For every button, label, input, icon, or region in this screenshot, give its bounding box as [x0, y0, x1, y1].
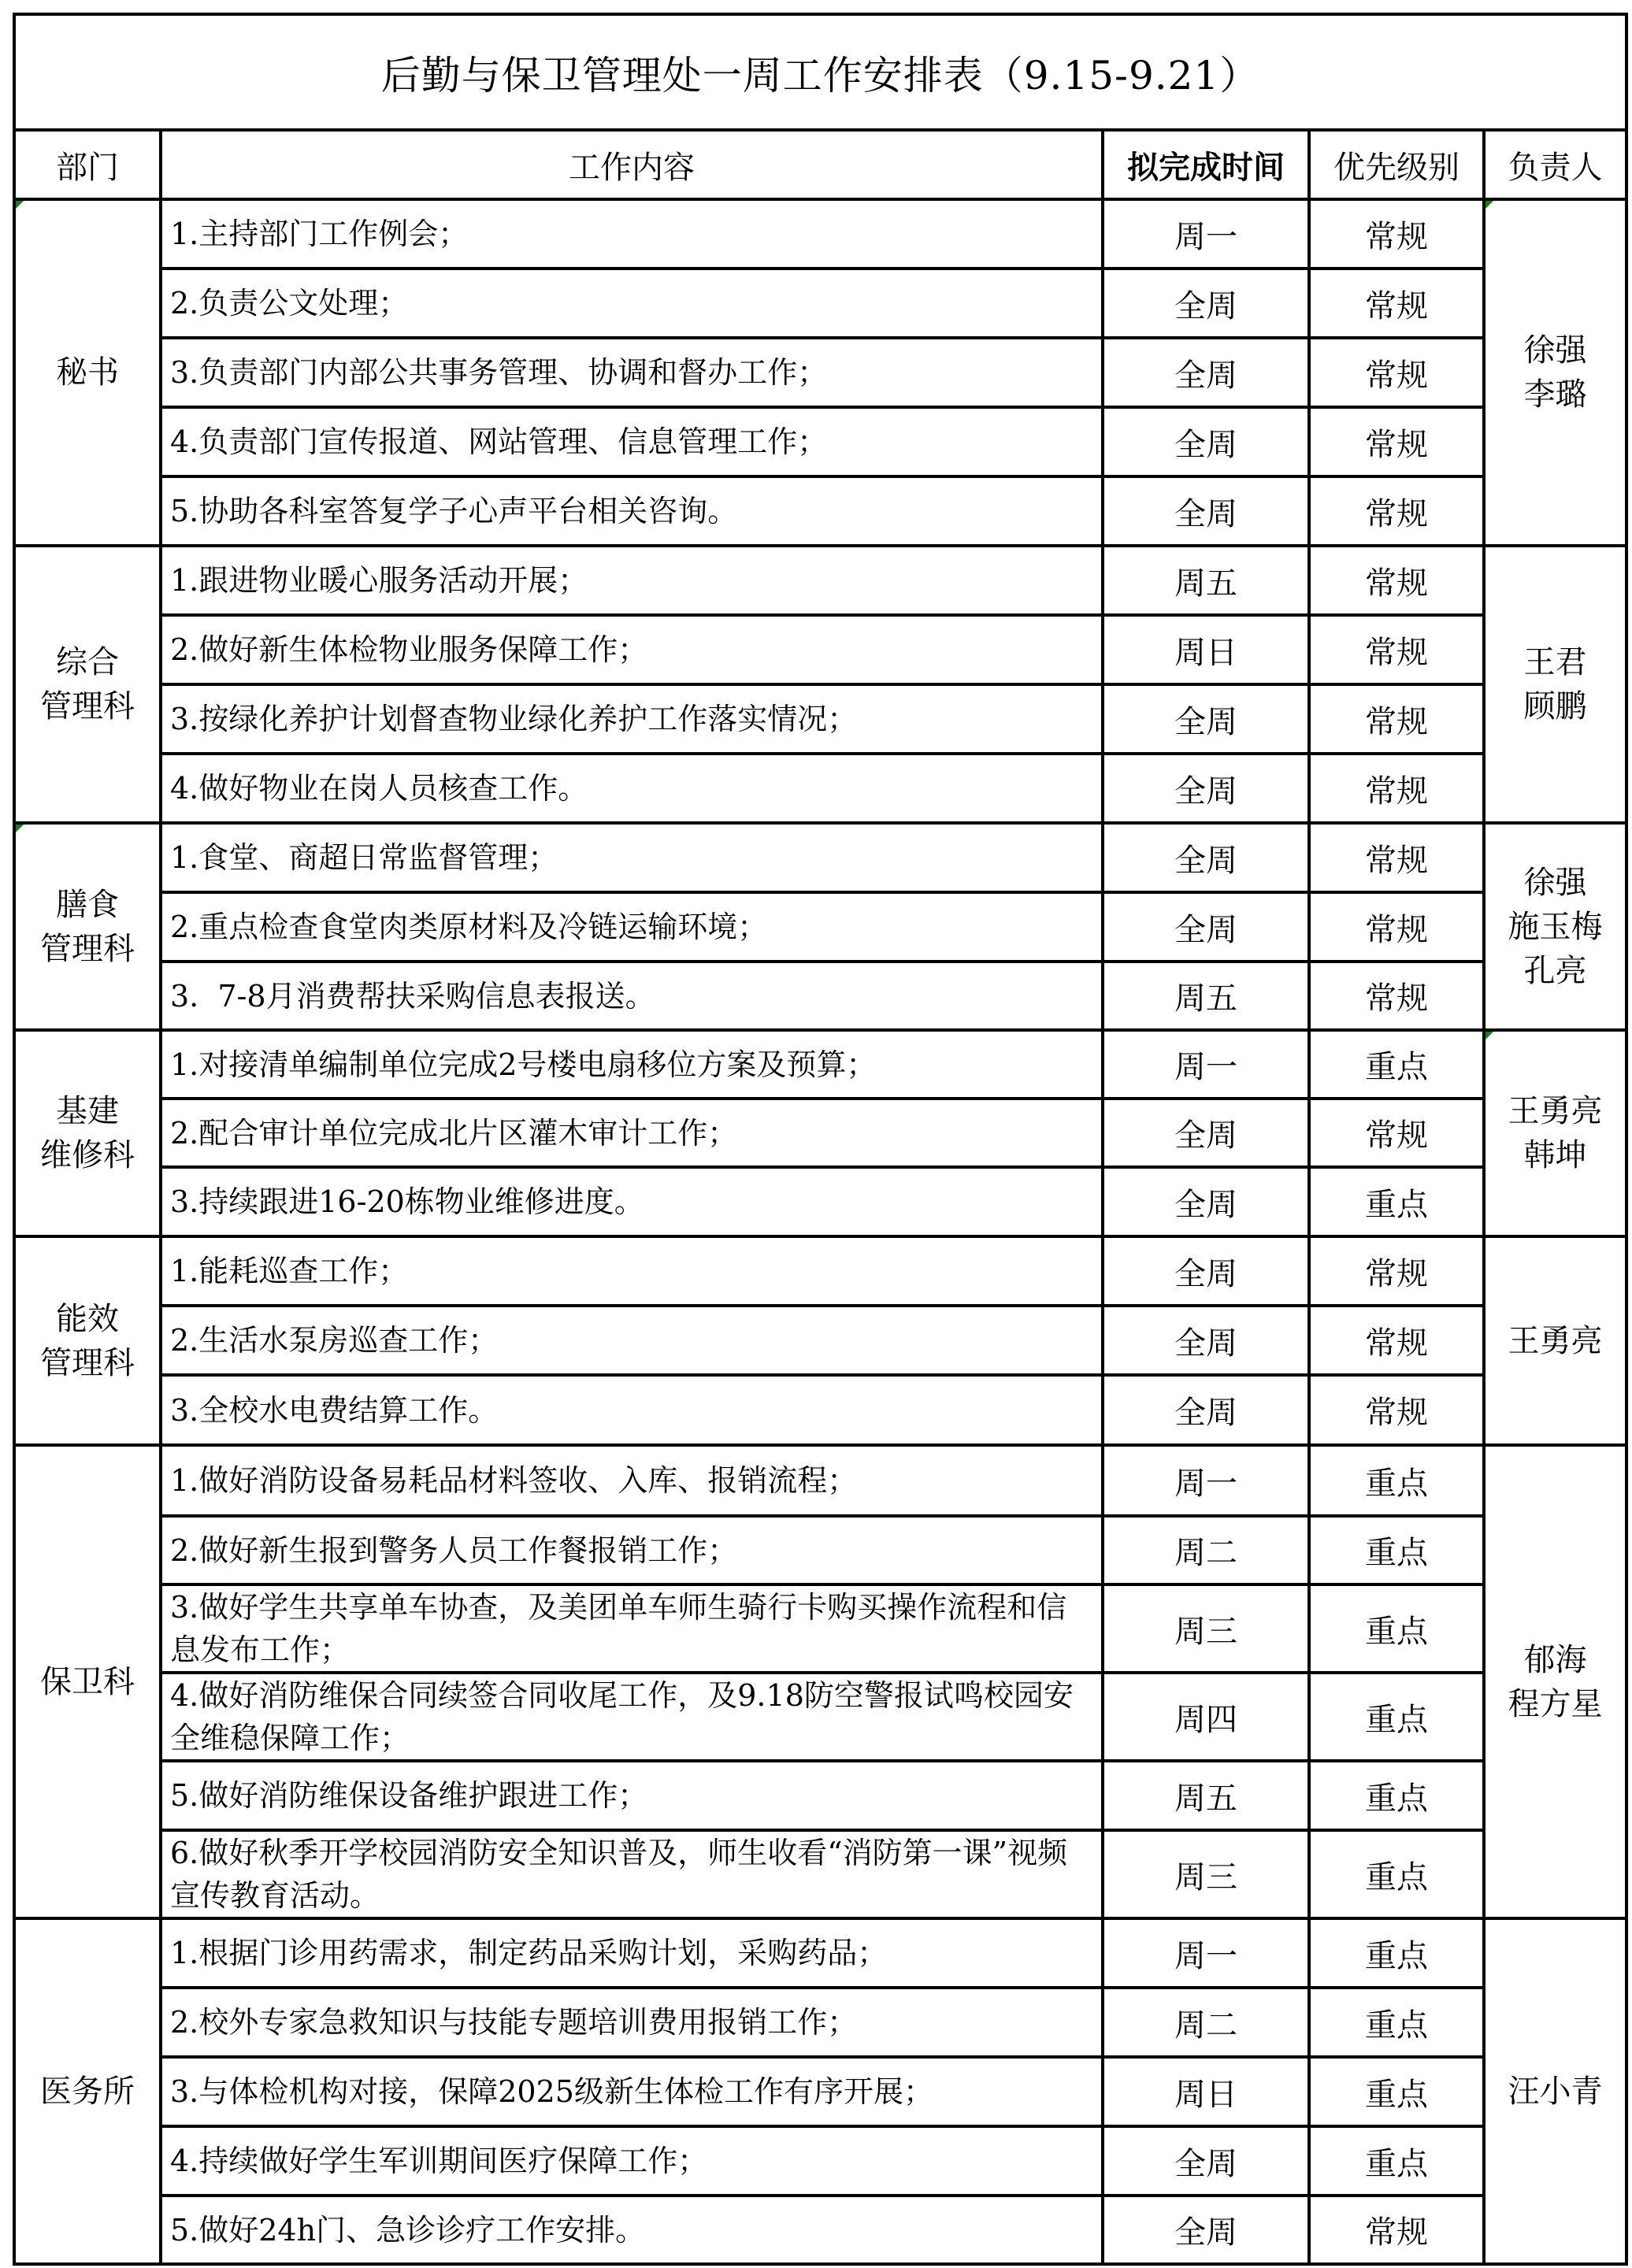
- task-priority: 常规: [1309, 476, 1484, 546]
- corner-marker-icon: [16, 201, 24, 209]
- task-content: 1.对接清单编制单位完成2号楼电扇移位方案及预算；: [161, 1030, 1103, 1099]
- task-deadline: 全周: [1103, 1236, 1309, 1306]
- table-row: [14, 615, 1626, 684]
- table-row: [14, 1516, 1626, 1584]
- task-content: 5.做好消防维保设备维护跟进工作；: [161, 1761, 1103, 1830]
- task-priority: 重点: [1309, 2126, 1484, 2196]
- department-cell: [14, 1030, 161, 1236]
- table-row: [14, 2126, 1626, 2196]
- department-cell: [14, 1918, 161, 2264]
- owner-cell: [1484, 1236, 1626, 1445]
- task-deadline: 周一: [1103, 1918, 1309, 1988]
- task-priority: 重点: [1309, 1445, 1484, 1516]
- department-name: 管理科: [40, 1344, 135, 1381]
- task-deadline: 全周: [1103, 1375, 1309, 1445]
- task-content: 2.做好新生体检物业服务保障工作；: [161, 615, 1103, 684]
- task-deadline: 周五: [1103, 1761, 1309, 1830]
- task-content: 5.做好24h门、急诊诊疗工作安排。: [161, 2196, 1103, 2264]
- task-deadline: 周一: [1103, 1030, 1309, 1099]
- table-row: [14, 1830, 1626, 1918]
- task-priority: 重点: [1309, 1167, 1484, 1236]
- task-content: 3.按绿化养护计划督查物业绿化养护工作落实情况；: [161, 684, 1103, 754]
- owner-name: 顾鹏: [1523, 688, 1587, 724]
- table-row: [14, 476, 1626, 546]
- department-name: 膳食: [56, 886, 119, 923]
- table-row: [14, 684, 1626, 754]
- task-content: 4.持续做好学生军训期间医疗保障工作；: [161, 2126, 1103, 2196]
- task-content: 3.全校水电费结算工作。: [161, 1375, 1103, 1445]
- task-priority: 常规: [1309, 615, 1484, 684]
- task-content: 3.持续跟进16-20栋物业维修进度。: [161, 1167, 1103, 1236]
- task-content: 3.与体检机构对接，保障2025级新生体检工作有序开展；: [161, 2057, 1103, 2126]
- department-name: 管理科: [40, 688, 135, 724]
- task-content: 2.配合审计单位完成北片区灌木审计工作；: [161, 1099, 1103, 1167]
- task-priority: 重点: [1309, 1584, 1484, 1673]
- task-priority: 常规: [1309, 407, 1484, 476]
- task-content: 1.能耗巡查工作；: [161, 1236, 1103, 1306]
- task-priority: 重点: [1309, 1830, 1484, 1918]
- header-priority: 优先级别: [1309, 130, 1484, 199]
- owner-cell: [1484, 199, 1626, 546]
- table-row: [14, 1761, 1626, 1830]
- header-content: 工作内容: [161, 130, 1103, 199]
- owner-name: 孔亮: [1523, 952, 1587, 989]
- department-cell: [14, 823, 161, 1030]
- task-content: 2.做好新生报到警务人员工作餐报销工作；: [161, 1516, 1103, 1584]
- task-content: 1.食堂、商超日常监督管理；: [161, 823, 1103, 892]
- table-row: [14, 754, 1626, 823]
- task-priority: 常规: [1309, 1099, 1484, 1167]
- owner-name: 程方星: [1508, 1685, 1603, 1722]
- task-content: 2.重点检查食堂肉类原材料及冷链运输环境；: [161, 892, 1103, 962]
- task-content: 6.做好秋季开学校园消防安全知识普及，师生收看“消防第一课”视频宣传教育活动。: [161, 1830, 1103, 1918]
- table-row: [14, 1918, 1626, 1988]
- table-row: [14, 199, 1626, 269]
- table-row: [14, 1030, 1626, 1099]
- task-content: 1.主持部门工作例会；: [161, 199, 1103, 269]
- task-content: 4.负责部门宣传报道、网站管理、信息管理工作；: [161, 407, 1103, 476]
- task-priority: 重点: [1309, 1988, 1484, 2057]
- table-row: [14, 1099, 1626, 1167]
- task-deadline: 周五: [1103, 962, 1309, 1030]
- task-priority: 常规: [1309, 754, 1484, 823]
- table-row: [14, 2057, 1626, 2126]
- header-owner: 负责人: [1484, 130, 1626, 199]
- task-deadline: 全周: [1103, 269, 1309, 338]
- owner-cell: [1484, 1030, 1626, 1236]
- task-deadline: 全周: [1103, 684, 1309, 754]
- task-deadline: 周二: [1103, 1988, 1309, 2057]
- task-content: 3.负责部门内部公共事务管理、协调和督办工作；: [161, 338, 1103, 407]
- task-deadline: 周日: [1103, 615, 1309, 684]
- owner-name: 韩坤: [1523, 1137, 1587, 1173]
- task-deadline: 周五: [1103, 546, 1309, 615]
- department-name: 基建: [56, 1093, 119, 1129]
- owner-name: 王勇亮: [1508, 1322, 1603, 1359]
- owner-cell: [1484, 1918, 1626, 2264]
- department-name: 医务所: [40, 2073, 135, 2110]
- department-name: 综合: [56, 644, 119, 680]
- table-row: [14, 1375, 1626, 1445]
- task-priority: 常规: [1309, 546, 1484, 615]
- task-priority: 常规: [1309, 338, 1484, 407]
- corner-marker-icon: [1485, 1032, 1493, 1040]
- task-deadline: 周二: [1103, 1516, 1309, 1584]
- task-content: 2.生活水泵房巡查工作；: [161, 1306, 1103, 1375]
- task-deadline: 周一: [1103, 1445, 1309, 1516]
- task-priority: 重点: [1309, 2057, 1484, 2126]
- task-content: 3.做好学生共享单车协查，及美团单车师生骑行卡购买操作流程和信息发布工作；: [161, 1584, 1103, 1673]
- header-row: [14, 130, 1626, 199]
- task-priority: 常规: [1309, 2196, 1484, 2264]
- task-deadline: 全周: [1103, 2196, 1309, 2264]
- department-name: 维修科: [40, 1137, 135, 1173]
- table-row: [14, 1167, 1626, 1236]
- table-row: [14, 1673, 1626, 1761]
- task-deadline: 全周: [1103, 2126, 1309, 2196]
- task-priority: 常规: [1309, 962, 1484, 1030]
- task-deadline: 全周: [1103, 1099, 1309, 1167]
- task-priority: 常规: [1309, 199, 1484, 269]
- table-row: [14, 962, 1626, 1030]
- header-department: 部门: [14, 130, 161, 199]
- corner-marker-icon: [16, 825, 24, 832]
- table-row: [14, 1445, 1626, 1516]
- work-schedule-table: [13, 13, 1628, 2266]
- task-deadline: 全周: [1103, 1167, 1309, 1236]
- owner-name: 徐强: [1523, 332, 1587, 369]
- task-priority: 重点: [1309, 1673, 1484, 1761]
- task-deadline: 全周: [1103, 338, 1309, 407]
- task-deadline: 周日: [1103, 2057, 1309, 2126]
- owner-name: 徐强: [1523, 864, 1587, 901]
- task-deadline: 全周: [1103, 823, 1309, 892]
- owner-name: 汪小青: [1508, 2073, 1603, 2110]
- owner-cell: [1484, 1445, 1626, 1918]
- table-row: [14, 1306, 1626, 1375]
- task-deadline: 全周: [1103, 1306, 1309, 1375]
- department-cell: [14, 546, 161, 823]
- header-deadline: 拟完成时间: [1103, 130, 1309, 199]
- table-row: [14, 546, 1626, 615]
- title-row: [14, 14, 1626, 130]
- task-priority: 重点: [1309, 1918, 1484, 1988]
- task-content: 5.协助各科室答复学子心声平台相关咨询。: [161, 476, 1103, 546]
- department-name: 保卫科: [40, 1663, 135, 1700]
- task-priority: 常规: [1309, 1236, 1484, 1306]
- task-deadline: 全周: [1103, 476, 1309, 546]
- department-name: 能效: [56, 1300, 119, 1337]
- owner-name: 王勇亮: [1508, 1093, 1603, 1129]
- owner-name: 郁海: [1523, 1641, 1587, 1678]
- task-content: 1.跟进物业暖心服务活动开展；: [161, 546, 1103, 615]
- task-content: 2.负责公文处理；: [161, 269, 1103, 338]
- page-title: 后勤与保卫管理处一周工作安排表（9.15-9.21）: [14, 14, 1626, 130]
- task-content: 1.根据门诊用药需求，制定药品采购计划，采购药品；: [161, 1918, 1103, 1988]
- table-row: [14, 1236, 1626, 1306]
- owner-cell: [1484, 546, 1626, 823]
- table-row: [14, 269, 1626, 338]
- table-row: [14, 1584, 1626, 1673]
- task-content: 2.校外专家急救知识与技能专题培训费用报销工作；: [161, 1988, 1103, 2057]
- task-content: 3. 7-8月消费帮扶采购信息表报送。: [161, 962, 1103, 1030]
- task-content: 1.做好消防设备易耗品材料签收、入库、报销流程；: [161, 1445, 1103, 1516]
- task-deadline: 周一: [1103, 199, 1309, 269]
- department-name: 管理科: [40, 930, 135, 967]
- task-priority: 重点: [1309, 1030, 1484, 1099]
- task-deadline: 全周: [1103, 892, 1309, 962]
- table-row: [14, 823, 1626, 892]
- task-priority: 常规: [1309, 1375, 1484, 1445]
- task-content: 4.做好物业在岗人员核查工作。: [161, 754, 1103, 823]
- department-name: 秘书: [56, 354, 119, 391]
- table-row: [14, 1988, 1626, 2057]
- task-priority: 常规: [1309, 684, 1484, 754]
- owner-name: 施玉梅: [1508, 908, 1603, 945]
- task-deadline: 周三: [1103, 1584, 1309, 1673]
- task-priority: 重点: [1309, 1516, 1484, 1584]
- table-row: [14, 892, 1626, 962]
- owner-name: 李璐: [1523, 376, 1587, 413]
- task-priority: 常规: [1309, 823, 1484, 892]
- task-priority: 常规: [1309, 892, 1484, 962]
- task-priority: 常规: [1309, 269, 1484, 338]
- task-deadline: 周三: [1103, 1830, 1309, 1918]
- task-deadline: 全周: [1103, 407, 1309, 476]
- table-row: [14, 2196, 1626, 2264]
- table-row: [14, 407, 1626, 476]
- task-priority: 常规: [1309, 1306, 1484, 1375]
- owner-cell: [1484, 823, 1626, 1030]
- corner-marker-icon: [1485, 201, 1493, 209]
- department-cell: [14, 1445, 161, 1918]
- task-deadline: 周四: [1103, 1673, 1309, 1761]
- task-content: 4.做好消防维保合同续签合同收尾工作，及9.18防空警报试鸣校园安全维稳保障工作；: [161, 1673, 1103, 1761]
- department-cell: [14, 199, 161, 546]
- department-cell: [14, 1236, 161, 1445]
- task-priority: 重点: [1309, 1761, 1484, 1830]
- owner-name: 王君: [1523, 644, 1587, 680]
- table-row: [14, 338, 1626, 407]
- task-deadline: 全周: [1103, 754, 1309, 823]
